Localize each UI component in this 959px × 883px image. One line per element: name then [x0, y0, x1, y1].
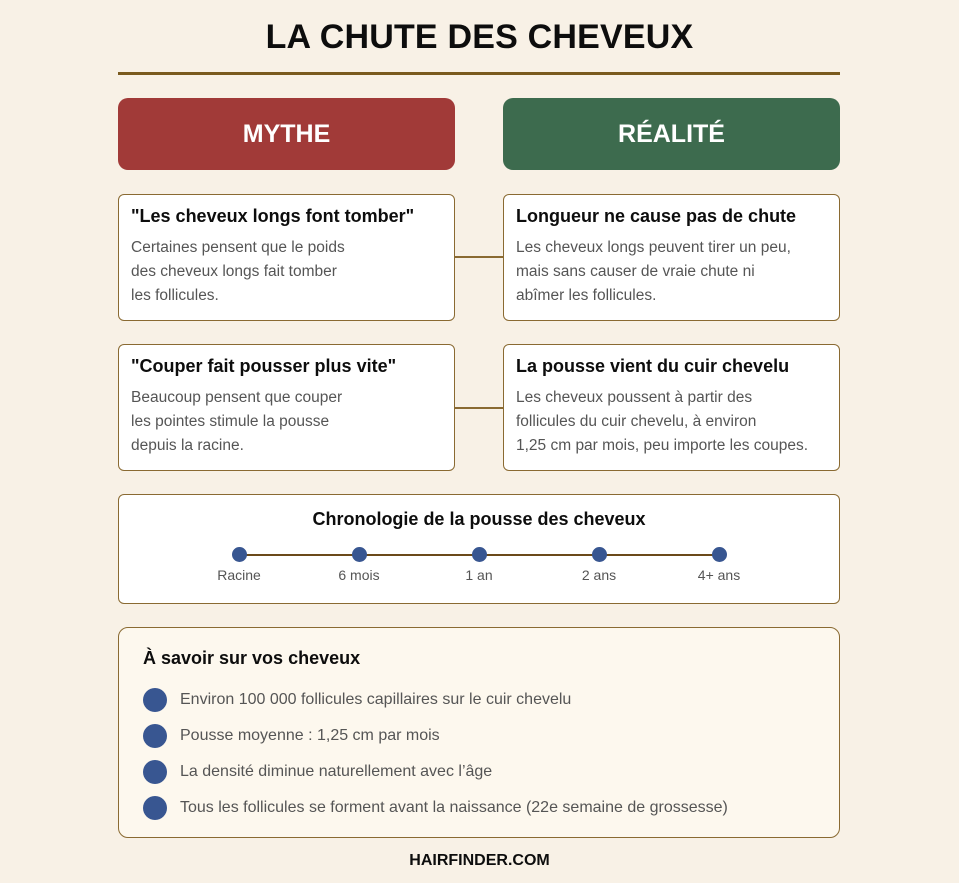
- timeline-label: 6 mois: [338, 567, 380, 583]
- reality-card-text: Les cheveux poussent à partir des follicules du cuir chevelu, à environ 1,25 cm par mois, peu importe les coupes.: [516, 389, 809, 454]
- bullet-icon: [143, 796, 167, 820]
- timeline-dot: [232, 547, 247, 562]
- timeline-dot: [712, 547, 727, 562]
- title-divider: [118, 72, 840, 75]
- timeline-label: 2 ans: [581, 567, 617, 583]
- myth-card-title: "Les cheveux longs font tomber": [131, 206, 415, 226]
- myth-card-1: [118, 194, 455, 321]
- reality-header: [503, 98, 840, 170]
- myth-card-2: [118, 344, 455, 471]
- timeline-panel: [118, 494, 840, 604]
- fact-item: [143, 796, 728, 820]
- timeline-point: [539, 547, 659, 583]
- reality-card-title: La pousse vient du cuir chevelu: [516, 356, 790, 376]
- reality-header-label: RÉALITÉ: [618, 119, 725, 148]
- fact-item: [143, 688, 571, 712]
- timeline-point: [419, 547, 539, 583]
- fact-item: [143, 760, 492, 784]
- bullet-icon: [143, 760, 167, 784]
- timeline-label: Racine: [217, 567, 261, 583]
- timeline-title: Chronologie de la pousse des cheveux: [312, 509, 646, 529]
- reality-card-text: Les cheveux longs peuvent tirer un peu, mais sans causer de vraie chute ni abîmer les follicules.: [516, 239, 791, 304]
- timeline-label: 4+ ans: [697, 567, 741, 583]
- fact-text: Pousse moyenne : 1,25 cm par mois: [180, 727, 440, 744]
- timeline-label: 1 an: [465, 567, 493, 583]
- myth-header-label: MYTHE: [242, 119, 331, 148]
- bullet-icon: [143, 688, 167, 712]
- myth-card-title: "Couper fait pousser plus vite": [131, 356, 397, 376]
- timeline-point: [179, 547, 299, 583]
- reality-card-1: [503, 194, 840, 321]
- bullet-icon: [143, 724, 167, 748]
- reality-card-2: [503, 344, 840, 471]
- fact-text: Environ 100 000 follicules capillaires sur le cuir chevelu: [180, 691, 572, 708]
- fact-text: La densité diminue naturellement avec l’âge: [180, 763, 493, 780]
- fact-item: [143, 724, 440, 748]
- timeline-dot: [592, 547, 607, 562]
- connector-line-2: [455, 407, 503, 409]
- facts-panel: [118, 627, 840, 838]
- connector-line-1: [455, 256, 503, 258]
- timeline-point: [659, 547, 779, 583]
- fact-text: Tous les follicules se forment avant la naissance (22e semaine de grossesse): [180, 799, 728, 816]
- page-title: LA CHUTE DES CHEVEUX: [265, 18, 694, 56]
- myth-card-text: Certaines pensent que le poids des cheveux longs fait tomber les follicules.: [131, 239, 345, 304]
- reality-card-title: Longueur ne cause pas de chute: [516, 206, 797, 226]
- timeline-point: [299, 547, 419, 583]
- timeline-dot: [352, 547, 367, 562]
- timeline-dot: [472, 547, 487, 562]
- footer-brand: HAIRFINDER.COM: [409, 852, 550, 869]
- myth-card-text: Beaucoup pensent que couper les pointes stimule la pousse depuis la racine.: [131, 389, 343, 454]
- myth-header: [118, 98, 455, 170]
- facts-title: À savoir sur vos cheveux: [143, 648, 361, 668]
